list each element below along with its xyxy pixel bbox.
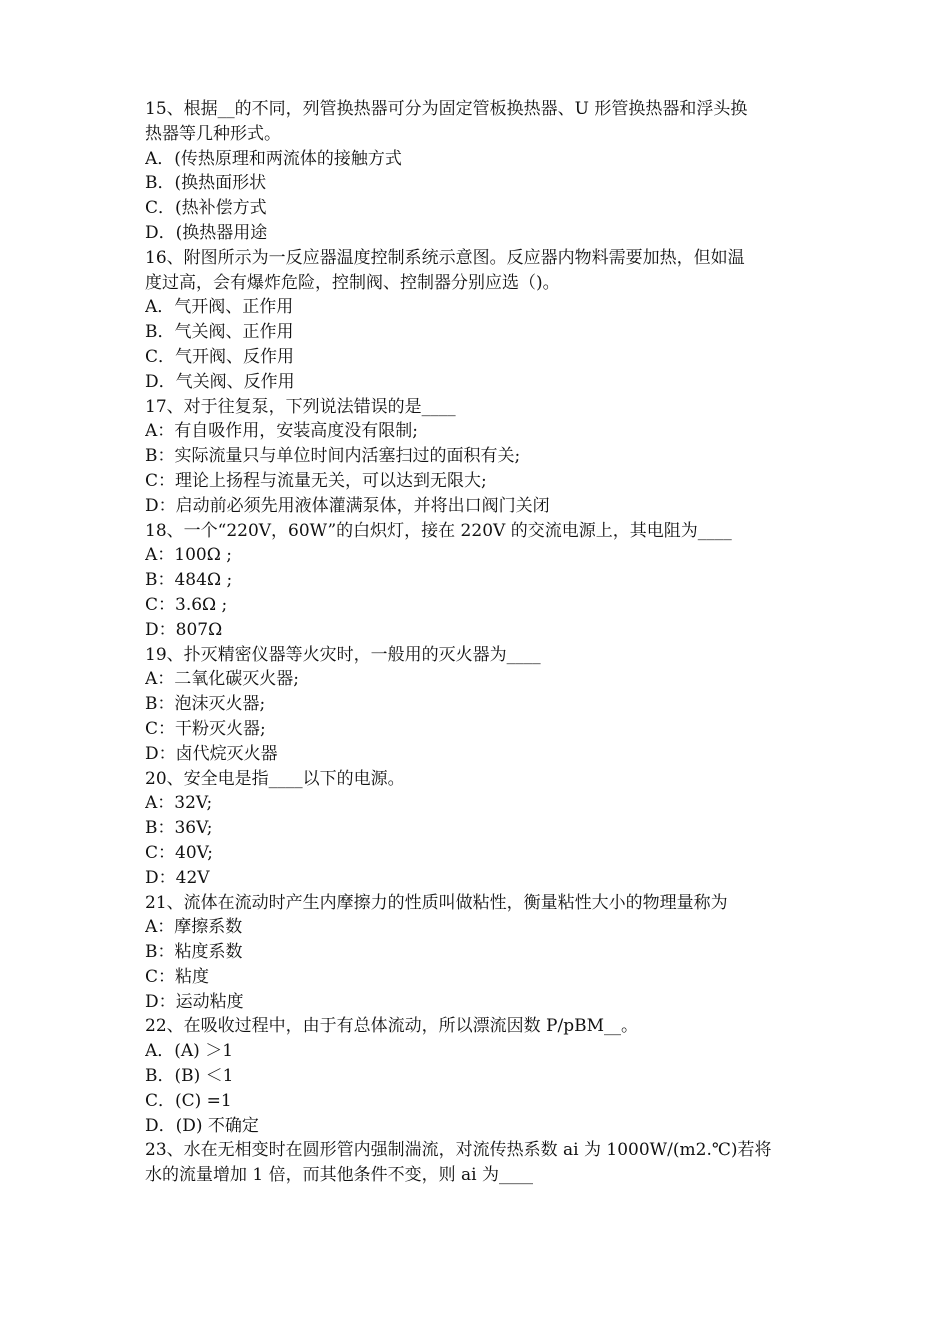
text-line: B．(换热面形状: [145, 173, 267, 194]
text-line: B．气关阀、正作用: [145, 322, 294, 343]
text-line: B．(B) ＜1: [145, 1066, 234, 1087]
text-line: A．(A) ＞1: [145, 1041, 234, 1062]
text-line: D：卤代烷灭火器: [145, 743, 278, 764]
text-line: 21、流体在流动时产生内摩擦力的性质叫做粘性，衡量粘性大小的物理量称为: [145, 892, 728, 913]
text-line: A：摩擦系数: [145, 917, 243, 938]
text-line: 16、附图所示为一反应器温度控制系统示意图。反应器内物料需要加热，但如温: [145, 247, 745, 268]
text-line: B：实际流量只与单位时间内活塞扫过的面积有关;: [145, 446, 521, 467]
text-line: A：有自吸作用，安装高度没有限制;: [145, 421, 419, 442]
text-line: A：32V;: [145, 793, 213, 814]
text-line: C．气开阀、反作用: [145, 346, 295, 367]
text-line: D：运动粘度: [145, 991, 244, 1012]
text-line: A．(传热原理和两流体的接触方式: [145, 148, 402, 169]
text-line: 22、在吸收过程中，由于有总体流动，所以漂流因数 P/pBM__。: [145, 1016, 638, 1037]
text-line: 水的流量增加 1 倍，而其他条件不变，则 ai 为____: [145, 1165, 534, 1186]
text-line: 17、对于往复泵，下列说法错误的是____: [145, 396, 456, 417]
text-line: C：40V;: [145, 842, 213, 863]
text-line: A．气开阀、正作用: [145, 297, 294, 318]
text-line: 度过高，会有爆炸危险，控制阀、控制器分别应选（)。: [145, 272, 560, 293]
text-line: D．气关阀、反作用: [145, 371, 295, 392]
text-line: D：42V: [145, 867, 210, 888]
text-line: D：807Ω: [145, 619, 223, 640]
text-line: C：3.6Ω ;: [145, 594, 228, 615]
text-line: 15、根据__的不同，列管换热器可分为固定管板换热器、U 形管换热器和浮头换: [145, 99, 748, 119]
text-line: C：粘度: [145, 966, 210, 987]
text-line: C．(C) =1: [145, 1090, 232, 1111]
text-line: D：启动前必须先用液体灌满泵体，并将出口阀门关闭: [145, 495, 550, 516]
text-line: B：泡沫灭火器;: [145, 694, 266, 715]
text-line: B：36V;: [145, 818, 213, 839]
text-line: C．(热补偿方式: [145, 198, 267, 219]
text-line: 20、安全电是指____以下的电源。: [145, 768, 405, 789]
text-line: C：理论上扬程与流量无关，可以达到无限大;: [145, 470, 487, 491]
text-line: A：100Ω ;: [145, 545, 232, 566]
text-line: D．(换热器用途: [145, 222, 268, 243]
text-line: 热器等几种形式。: [145, 123, 281, 144]
text-line: B：484Ω ;: [145, 570, 233, 591]
text-line: D．(D) 不确定: [145, 1115, 259, 1136]
text-line: C：干粉灭火器;: [145, 718, 266, 739]
text-line: 23、水在无相变时在圆形管内强制湍流，对流传热系数 ai 为 1000W/(m2.℃)若将: [145, 1140, 772, 1161]
text-line: 19、扑灭精密仪器等火灾时，一般用的灭火器为____: [145, 644, 541, 665]
text-line: B：粘度系数: [145, 942, 243, 963]
text-line: A：二氧化碳灭火器;: [145, 669, 300, 690]
text-line: 18、一个“220V，60W”的白炽灯，接在 220V 的交流电源上，其电阻为____: [145, 520, 732, 541]
document-body: [145, 97, 810, 1188]
